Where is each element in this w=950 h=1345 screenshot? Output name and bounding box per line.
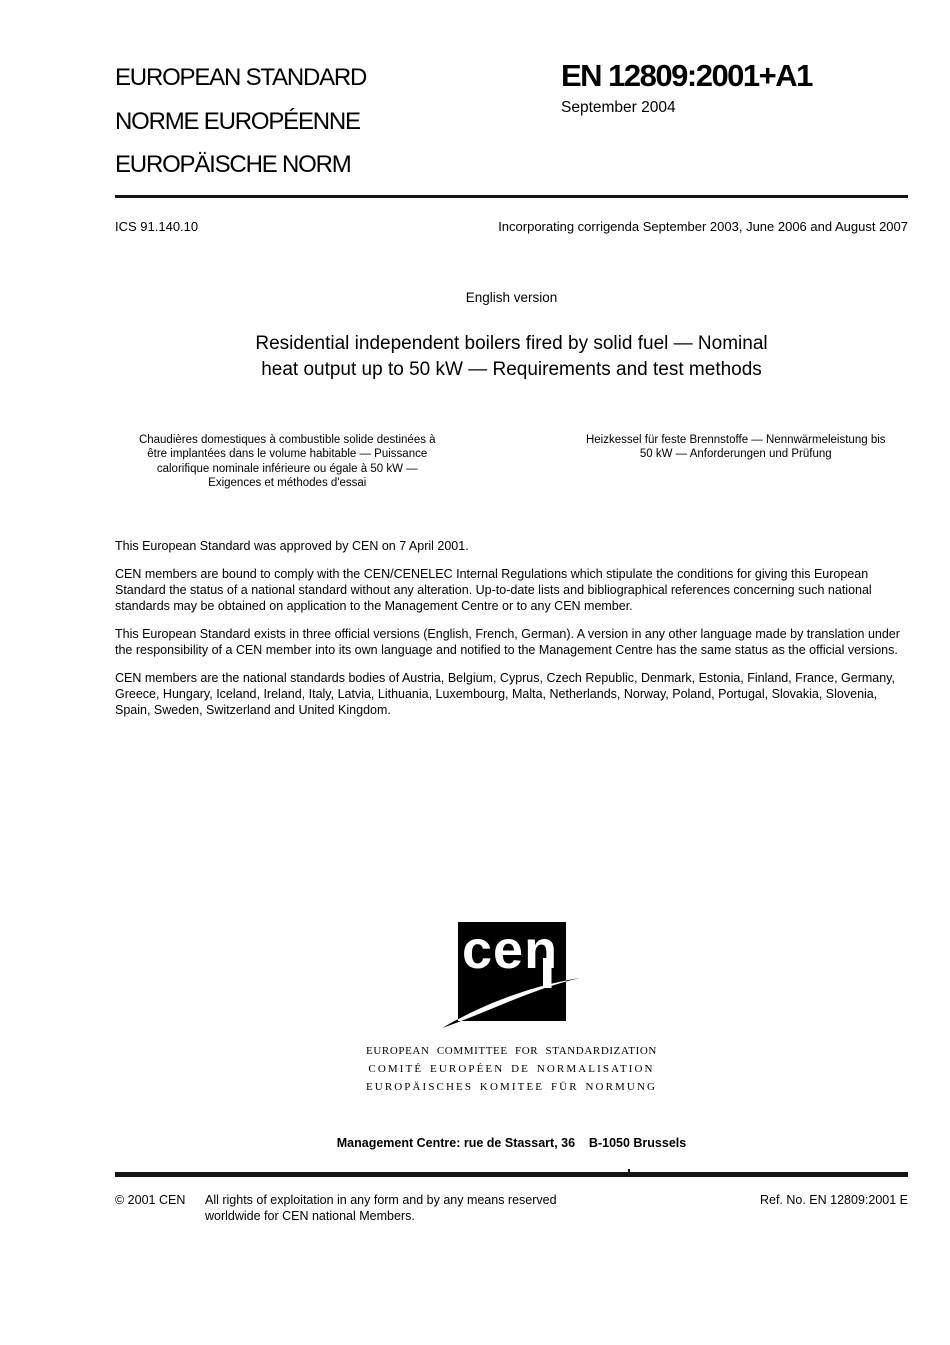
version-label: English version xyxy=(465,290,558,305)
copyright-notice: © 2001 CEN xyxy=(115,1192,186,1207)
members-paragraph: CEN members are the national standards bodies of Austria, Belgium, Cyprus, Czech Republic, Denmark, Estonia, Finland, France, Germany, Greece, Hungary, Iceland, Ireland, Italy, Latvia, Lithuania, Luxembourg, Malta, Netherlands, Norway, Poland, Portugal, Slovakia, Slovenia, Spain, Sweden, Switzerland and United Kingdom. xyxy=(115,671,895,718)
committee-name-en: EUROPEAN COMMITTEE FOR STANDARDIZATION xyxy=(366,1045,657,1058)
translated-titles xyxy=(115,433,908,490)
meta-row xyxy=(115,219,908,234)
org-title-fr: NORME EUROPÉENNE xyxy=(115,107,360,135)
preamble-paragraphs xyxy=(115,538,908,718)
ics-code: ICS 91.140.10 xyxy=(115,219,199,234)
reference-number: Ref. No. EN 12809:2001 E xyxy=(759,1192,908,1207)
title-de-line: Heizkessel für feste Brennstoffe — Nennwärmeleistung bis xyxy=(585,434,886,446)
header-rule xyxy=(115,195,908,198)
committee-names xyxy=(115,1042,908,1096)
standard-code: EN 12809:2001+A1 xyxy=(561,58,812,93)
title-fr-line: Exigences et méthodes d'essai xyxy=(208,476,367,489)
standard-title-french xyxy=(115,433,512,490)
standard-title-english xyxy=(115,331,908,383)
title-fr-line: Chaudières domestiques à combustible solide destinées à xyxy=(138,434,436,446)
versions-paragraph: This European Standard exists in three official versions (English, French, German). A version in any other language made by translation under the responsibility of a CEN member into its own language and notified to the Management Centre has the same status as the official versions. xyxy=(115,627,900,658)
cen-logo-text: cen xyxy=(461,922,558,981)
org-title-de: EUROPÄISCHE NORM xyxy=(115,151,351,178)
management-centre-address: Management Centre: rue de Stassart, 36 B-1050 Brussels xyxy=(336,1136,687,1151)
title-line-1: Residential independent boilers fired by solid fuel — Nominal xyxy=(255,333,768,354)
rule-notch xyxy=(628,1169,630,1173)
title-fr-line: être implantées dans le volume habitable — Puissance xyxy=(147,448,428,461)
title-de-line: 50 kW — Anforderungen und Prüfung xyxy=(639,448,832,461)
footer-rule xyxy=(115,1172,908,1177)
rights-statement xyxy=(205,1192,557,1225)
standard-title-german xyxy=(512,433,909,490)
cen-logo-icon xyxy=(432,922,592,1035)
standard-identifier xyxy=(561,58,812,117)
org-title-en: EUROPEAN STANDARD xyxy=(115,64,367,91)
title-fr-line: calorifique nominale inférieure ou égale à 50 kW — xyxy=(156,462,418,475)
footer xyxy=(115,1192,908,1225)
corrigenda-note: Incorporating corrigenda September 2003, June 2006 and August 2007 xyxy=(498,219,908,234)
logo-block xyxy=(115,922,908,1096)
approval-paragraph: This European Standard was approved by CEN on 7 April 2001. xyxy=(115,539,469,554)
rights-line: worldwide for CEN national Members. xyxy=(205,1209,415,1224)
committee-name-fr: COMITÉ EUROPÉEN DE NORMALISATION xyxy=(368,1063,655,1076)
header xyxy=(115,56,908,187)
publication-date: September 2004 xyxy=(561,99,676,116)
regulations-paragraph: CEN members are bound to comply with the CEN/CENELEC Internal Regulations which stipulate the conditions for giving this European Standard the status of a national standard without any alteration. Up-to-date lists and bibliographical references concerning such national standards may be obtained on application to the Management Centre or to any CEN member. xyxy=(115,567,872,614)
committee-name-de: EUROPÄISCHES KOMITEE FÜR NORMUNG xyxy=(365,1081,658,1094)
rights-line: All rights of exploitation in any form and by any means reserved xyxy=(205,1192,557,1207)
title-line-2: heat output up to 50 kW — Requirements and test methods xyxy=(261,359,762,380)
